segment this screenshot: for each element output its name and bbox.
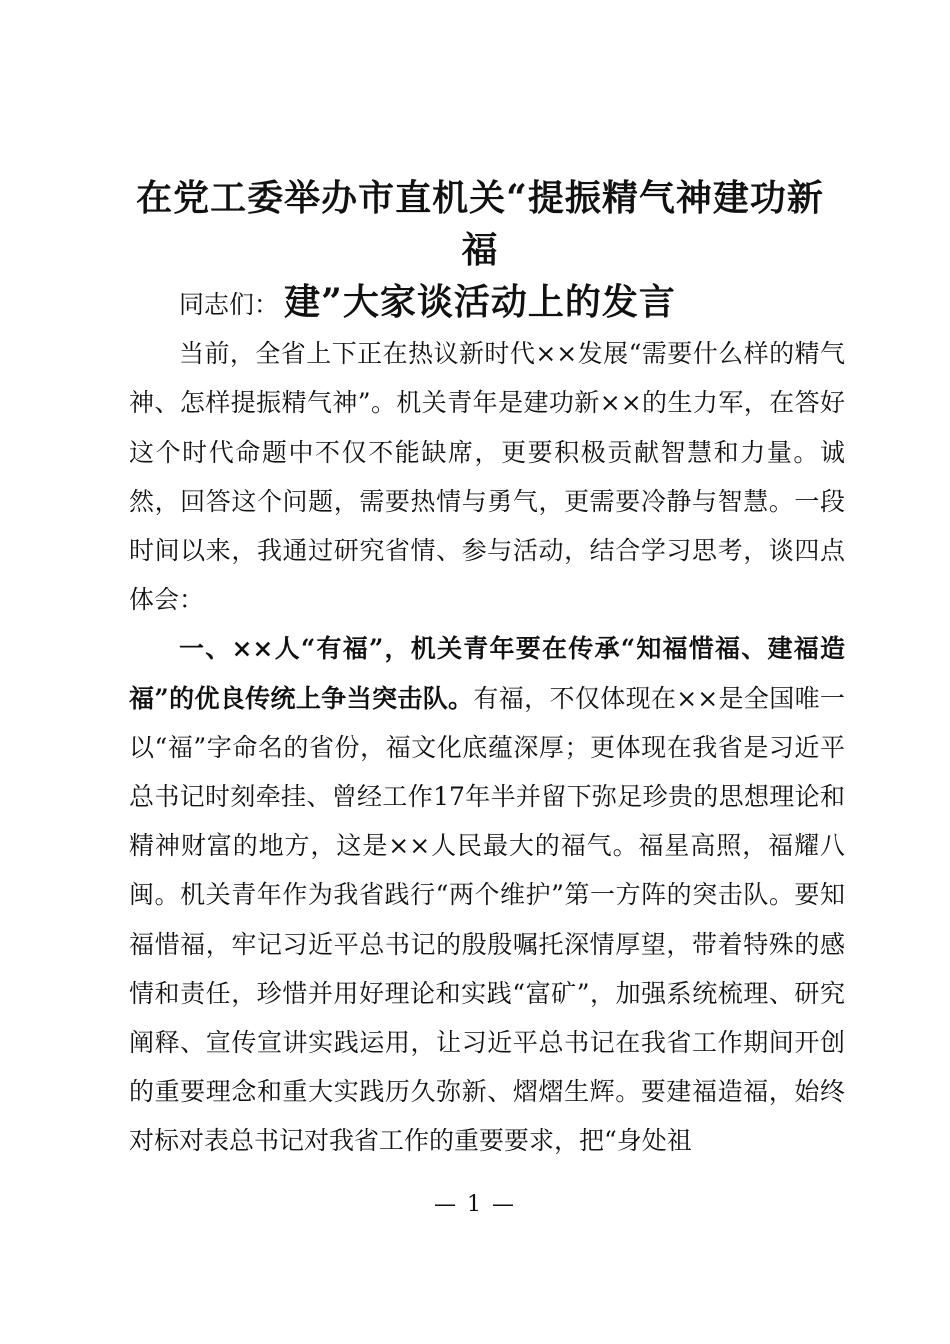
title-line-1: 在党工委举办市直机关“提振精气神建功新福 (136, 177, 824, 271)
paragraph-intro: 当前，全省上下正在热议新时代××发展“需要什么样的精气神、怎样提振精气神”。机关青年是建功新××的生力军，在答好这个时代命题中不仅不能缺席，更要积极贡献智慧和力量。诚然，回答这个问题，需要热情与勇气，更需要冷静与智慧。一段时间以来，我通过研究省情、参与活动，结合学习思考，谈四点体会： (129, 339, 845, 615)
paragraph-section-1 (129, 624, 845, 1165)
title-line-2: 建”大家谈活动上的发言 (284, 281, 676, 323)
section-1-heading: 一、××人“有福”，机关青年要在传承“知福惜福、建福造福”的优良传统上争当突击队。 (129, 634, 845, 713)
section-1-body: 有福，不仅体现在××是全国唯一以“福”字命名的省份，福文化底蕴深厚；更体现在我省是习近平总书记时刻牵挂、曾经工作17年半并留下弥足珍贵的思想理论和精神财富的地方，这是××人民最大的福气。福星高照，福耀八闽。机关青年作为我省践行“两个维护”第一方阵的突击队。要知福惜福，牢记习近平总书记的殷殷嘱托深情厚望，带着特殊的感情和责任，珍惜并用好理论和实践“富矿”，加强系统梳理、研究阐释、宣传宣讲实践运用，让习近平总书记在我省工作期间开创的重要理念和重大实践历久弥新、熠熠生辉。要建福造福，始终对标对表总书记对我省工作的重要要求，把“身处祖 (129, 683, 845, 1156)
salutation: 同志们： (179, 290, 280, 319)
document-body (129, 280, 845, 1166)
page-number: — 1 — (434, 1192, 516, 1217)
